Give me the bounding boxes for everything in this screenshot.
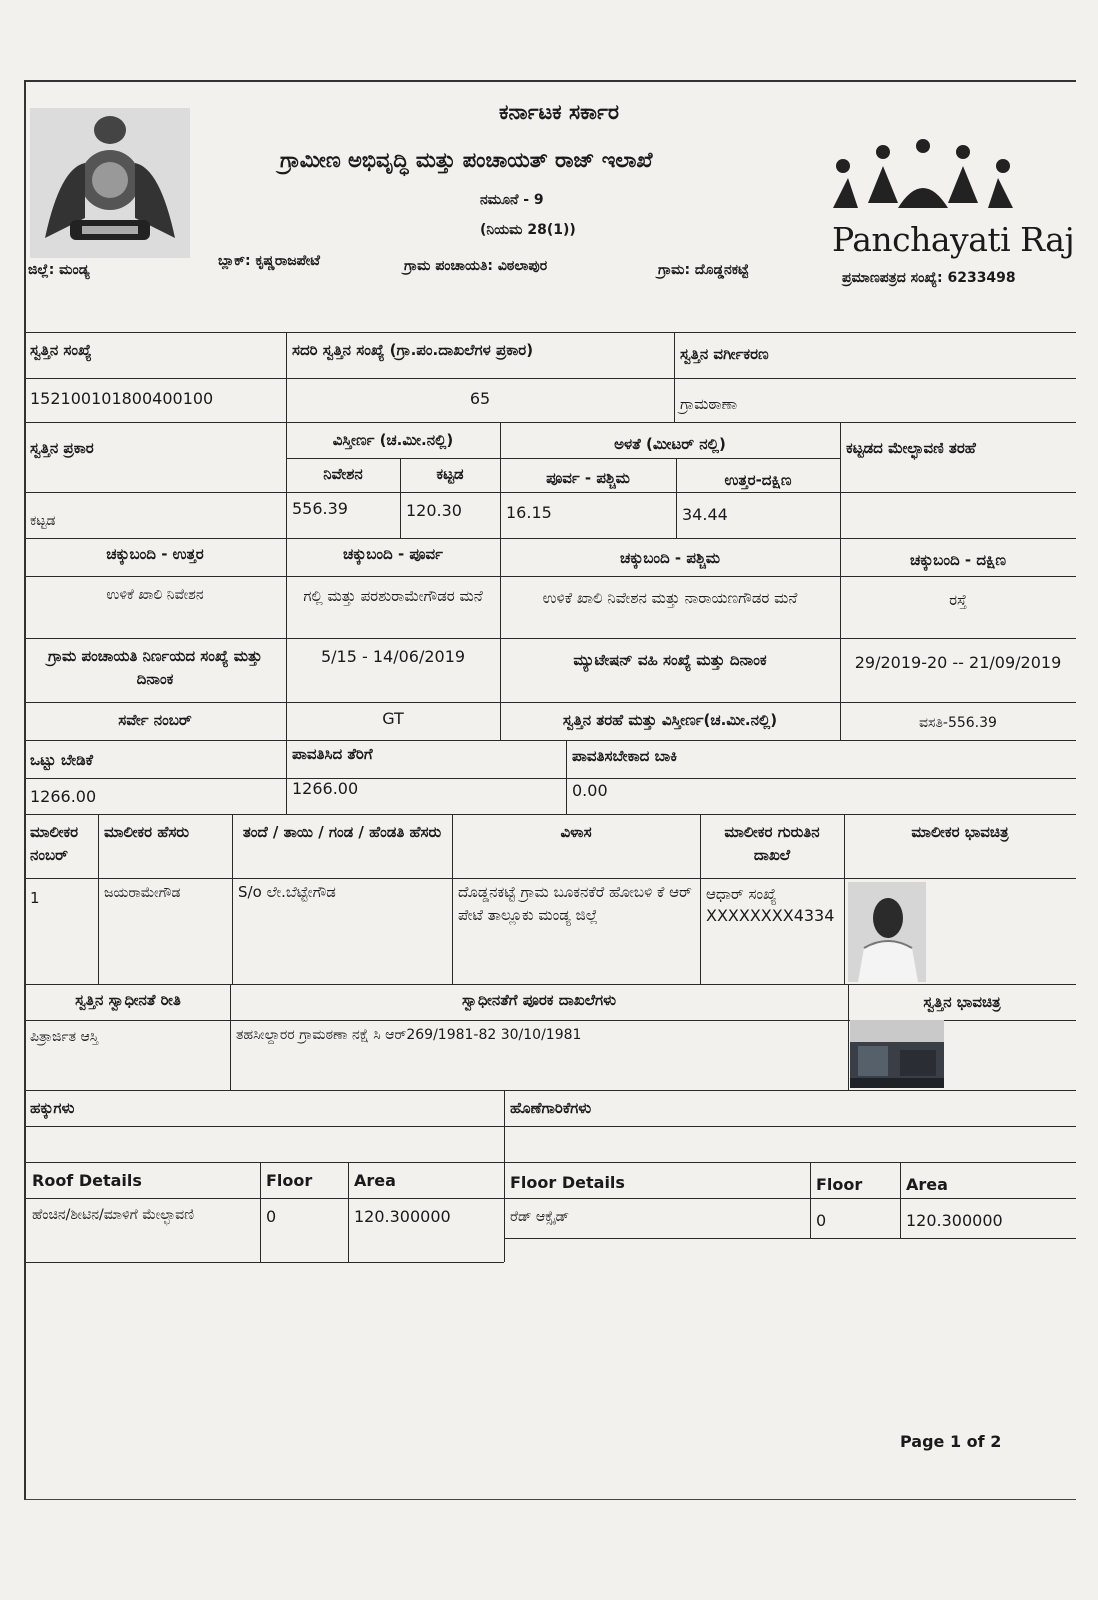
boundary-south: ರಸ್ತೆ (949, 591, 967, 609)
building-area: 120.30 (406, 501, 462, 520)
possession-mode: ಪಿತ್ರಾರ್ಜಿತ ಆಸ್ತಿ (30, 1029, 99, 1045)
north-south-length: 34.44 (682, 505, 728, 524)
header-property-type: ಸ್ವತ್ತಿನ ಪ್ರಕಾರ (30, 439, 94, 457)
rule-number: (ನಿಯಮ 28(1)) (480, 222, 576, 238)
header-boundary-west: ಚಕ್ಕುಬಂದಿ - ಪಶ್ಚಿಮ (620, 549, 720, 567)
roof-details: ಹೆಂಚಿನ/ಶೀಟಿನ/ಮಾಳಿಗೆ ಮೇಲ್ಛಾವಣಿ (32, 1207, 195, 1223)
header-boundary-east: ಚಕ್ಕುಬಂದಿ - ಪೂರ್ವ (343, 545, 443, 563)
property-type: ಕಟ್ಟಡ (30, 513, 56, 529)
header-roof-area: Area (354, 1171, 396, 1190)
panchayati-raj-logo-text: Panchayati Raj (832, 220, 1075, 259)
roof-area: 120.300000 (354, 1207, 451, 1226)
possession-documents: ತಹಸೀಲ್ದಾರರ ಗ್ರಾಮಠಣಾ ನಕ್ಷೆ ಸಿ ಆರ್269/1981-82 30/10/1981 (236, 1027, 582, 1043)
header-area: ವಿಸ್ತೀರ್ಣ (ಚ.ಮೀ.ನಲ್ಲಿ) (332, 431, 454, 449)
floor-details: ರೆಡ್ ಆಕ್ಸೈಡ್ (510, 1209, 570, 1225)
header-property-photo: ಸ್ವತ್ತಿನ ಭಾವಚಿತ್ರ (923, 993, 1001, 1011)
gp-decision: 5/15 - 14/06/2019 (320, 647, 466, 666)
parent-name: S/o ಲೇ.ಬೆಟ್ಟೇಗೌಡ (238, 883, 336, 901)
header-floor-floor: Floor (816, 1175, 863, 1194)
header-site: ನಿವೇಶನ (323, 465, 363, 483)
header-survey-number: ಸರ್ವೇ ನಂಬರ್ (118, 711, 192, 729)
boundary-north: ಉಳಿಕೆ ಖಾಲಿ ನಿವೇಶನ (106, 587, 204, 603)
header-total-demand: ಒಟ್ಟು ಬೇಡಿಕೆ (30, 751, 93, 769)
tax-paid: 1266.00 (292, 779, 359, 798)
property-kind-area: ವಸತಿ-556.39 (919, 715, 997, 731)
owner-id (702, 880, 842, 929)
header-owner-photo: ಮಾಲೀಕರ ಭಾವಚಿತ್ರ (911, 823, 1009, 841)
header-tax-paid: ಪಾವತಿಸಿದ ತೆರಿಗೆ (292, 745, 373, 763)
header-building: ಕಟ್ಟಡ (436, 465, 464, 483)
property-number: 152100101800400100 (30, 389, 214, 408)
gram-panchayat: ಗ್ರಾಮ ಪಂಚಾಯತಿ: ವಿಠಲಾಪುರ (404, 258, 548, 274)
page-number: Page 1 of 2 (900, 1432, 1002, 1451)
east-west-length: 16.15 (506, 503, 552, 522)
floor-floor: 0 (816, 1211, 827, 1230)
property-photo (850, 1020, 944, 1088)
header-sadari-property-number: ಸದರಿ ಸ್ವತ್ತಿನ ಸಂಖ್ಯೆ (ಗ್ರಾ.ಪಂ.ದಾಖಲೆಗಳ ಪ್ರಕಾರ) (292, 341, 534, 359)
header-balance-due: ಪಾವತಿಸಬೇಕಾದ ಬಾಕಿ (572, 747, 678, 765)
header-owner-name: ಮಾಲೀಕರ ಹೆಸರು (104, 823, 190, 841)
header-possession-mode: ಸ್ವತ್ತಿನ ಸ್ವಾಧೀನತೆ ರೀತಿ (75, 991, 181, 1009)
owner-address: ದೊಡ್ಡನಕಟ್ಟೆ ಗ್ರಾಮ ಬೂಕನಕೆರೆ ಹೋಬಳಿ ಕೆ ಆರ್ ಪೇಟೆ ತಾಲ್ಲೂಕು ಮಂಡ್ಯ ಜಿಲ್ಲೆ (458, 883, 692, 925)
balance-due: 0.00 (572, 781, 608, 800)
header-measurement: ಅಳತೆ (ಮೀಟರ್ ನಲ್ಲಿ) (614, 435, 726, 453)
header-roof-details: Roof Details (32, 1171, 142, 1190)
panchayati-raj-logo-icon (828, 138, 1018, 218)
mutation: 29/2019-20 -- 21/09/2019 (854, 653, 1062, 672)
owner-photo (848, 882, 926, 982)
survey-number: GT (382, 709, 404, 728)
block: ಬ್ಲಾಕ್: ಕೃಷ್ಣರಾಜಪೇಟೆ (218, 253, 320, 269)
header-floor-details: Floor Details (510, 1173, 625, 1192)
department-title: ಗ್ರಾಮೀಣ ಅಭಿವೃದ್ಧಿ ಮತ್ತು ಪಂಚಾಯತ್ ರಾಜ್ ಇಲಾಖೆ (280, 148, 653, 172)
boundary-west: ಉಳಿಕೆ ಖಾಲಿ ನಿವೇಶನ ಮತ್ತು ನಾರಾಯಣಗೌಡರ ಮನೆ (542, 589, 798, 607)
roof-floor: 0 (266, 1207, 277, 1226)
govt-title: ಕರ್ನಾಟಕ ಸರ್ಕಾರ (499, 100, 619, 124)
site-area: 556.39 (292, 499, 348, 518)
header-parent-name: ತಂದೆ / ತಾಯಿ / ಗಂಡ / ಹೆಂಡತಿ ಹೆಸರು (242, 823, 442, 841)
total-demand: 1266.00 (30, 787, 97, 806)
header-liabilities: ಹೊಣೆಗಾರಿಕೆಗಳು (510, 1099, 592, 1117)
header-rights: ಹಕ್ಕುಗಳು (30, 1099, 75, 1117)
sadari-property-number: 65 (469, 389, 491, 408)
floor-area: 120.300000 (906, 1211, 1003, 1230)
village: ಗ್ರಾಮ: ದೊಡ್ಡನಕಟ್ಟೆ (658, 262, 749, 278)
header-address: ವಿಳಾಸ (560, 823, 592, 841)
header-property-number: ಸ್ವತ್ತಿನ ಸಂಖ್ಯೆ (30, 341, 92, 359)
header-boundary-north: ಚಕ್ಕುಬಂದಿ - ಉತ್ತರ (106, 545, 204, 563)
header-east-west: ಪೂರ್ವ - ಪಶ್ಚಿಮ (546, 469, 630, 487)
header-roof-floor: Floor (266, 1171, 313, 1190)
header-property-kind-area: ಸ್ವತ್ತಿನ ತರಹೆ ಮತ್ತು ವಿಸ್ತೀರ್ಣ(ಚ.ಮೀ.ನಲ್ಲಿ) (562, 711, 778, 729)
header-property-classification: ಸ್ವತ್ತಿನ ವರ್ಗೀಕರಣ (680, 345, 769, 363)
owner-number: 1 (30, 889, 40, 907)
header-north-south: ಉತ್ತರ-ದಕ್ಷಿಣ (724, 471, 792, 489)
form-number: ನಮೂನೆ - 9 (480, 192, 544, 208)
certificate-number: ಪ್ರಮಾಣಪತ್ರದ ಸಂಖ್ಯೆ: 6233498 (842, 270, 1016, 286)
header-possession-documents: ಸ್ವಾಧೀನತೆಗೆ ಪೂರಕ ದಾಖಲೆಗಳು (461, 991, 617, 1009)
owner-id-label: ಆಧಾರ್ ಸಂಖ್ಯೆ (706, 885, 777, 903)
header-roof-type: ಕಟ್ಟಡದ ಮೇಲ್ಛಾವಣಿ ತರಹೆ (846, 439, 976, 457)
karnataka-emblem-icon (30, 108, 190, 258)
owner-name: ಜಯರಾಮೇಗೌಡ (104, 885, 181, 901)
owner-id-value: XXXXXXXX4334 (706, 906, 835, 926)
header-boundary-south: ಚಕ್ಕುಬಂದಿ - ದಕ್ಷಿಣ (909, 551, 1007, 569)
property-classification: ಗ್ರಾಮಠಾಣಾ (680, 395, 738, 413)
boundary-east: ಗಲ್ಲಿ ಮತ್ತು ಪರಶುರಾಮೇಗೌಡರ ಮನೆ (303, 587, 483, 605)
header-owner-id: ಮಾಲೀಕರ ಗುರುತಿನ ದಾಖಲೆ (724, 823, 820, 865)
header-owner-number: ಮಾಲೀಕರ ನಂಬರ್ (30, 823, 79, 865)
header-mutation: ಮ್ಯುಟೇಷನ್ ವಹಿ ಸಂಖ್ಯೆ ಮತ್ತು ದಿನಾಂಕ (573, 651, 767, 669)
header-gp-decision: ಗ್ರಾಮ ಪಂಚಾಯತಿ ನಿರ್ಣಯದ ಸಂಖ್ಯೆ ಮತ್ತು ದಿನಾಂಕ (47, 647, 262, 689)
district: ಜಿಲ್ಲೆ: ಮಂಡ್ಯ (28, 262, 90, 278)
header-floor-area: Area (906, 1175, 948, 1194)
